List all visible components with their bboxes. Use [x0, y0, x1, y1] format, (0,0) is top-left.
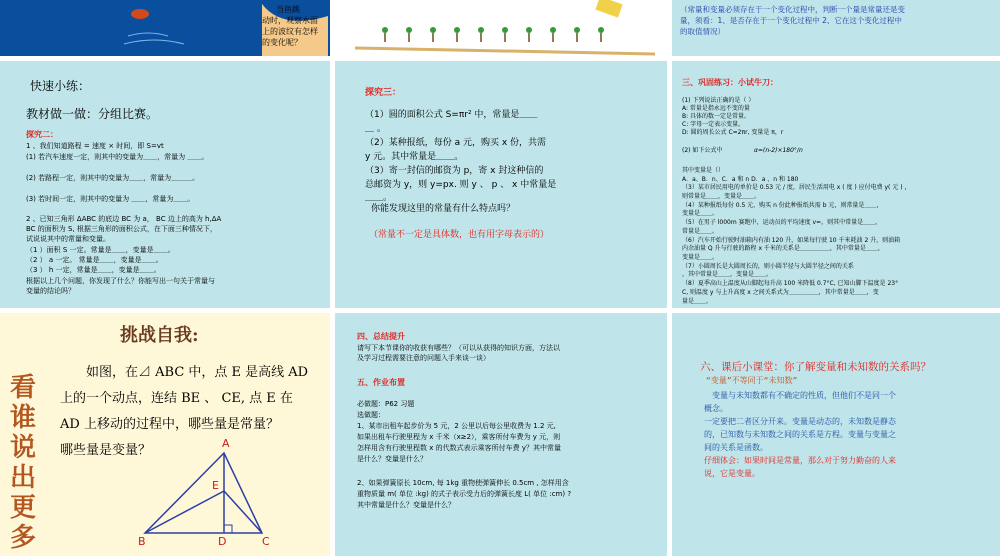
after-class-red-1: 仔细体会：如果时间是常量，那么对于努力勤奋的人来: [704, 456, 896, 465]
note-line-3: 的取值情况）: [680, 27, 725, 36]
explore-two-line-8: （1 ）面积 S 一定。常量是＿＿，变量是＿＿。: [26, 246, 175, 254]
consolidation-line-8: A．a、B．n、C．a 和 n D．a 、n 和 180: [682, 176, 799, 183]
homework-q1-line-1: 1、某市出租车起步价为 5 元，2 公里以后每公里收费为 1.2 元,: [357, 422, 556, 430]
consolidation-line-22: 量是＿＿。: [682, 298, 713, 305]
slide-quick-practice: [0, 61, 330, 308]
challenge-line-1: 如图，在⊿ ABC 中，点 E 是高线 AD: [86, 365, 309, 380]
explore-two-line-10: （3 ） h 一定，常量是＿＿，变量是＿＿。: [26, 266, 161, 274]
explore-three-line-7: ＿＿。: [365, 193, 393, 203]
explore-two-line-11: 根据以上几个问题，你发现了什么？你能写出一句关于常量与: [26, 277, 215, 285]
consolidation-line-12: 变量是＿＿。: [682, 210, 719, 217]
slide-note: [672, 0, 1000, 56]
vertex-label-e: E: [212, 479, 219, 492]
explore-three-heading: 探究三：: [365, 88, 402, 98]
triangle-diagram: [0, 313, 330, 556]
after-class-para-2: 概念。: [704, 404, 728, 413]
sprouts-row: [335, 0, 667, 56]
explore-three-line-6: 总邮资为 y，则 y=px. 则 y 、 p 、 x 中常量是: [365, 180, 557, 190]
vertex-label-c: C: [262, 535, 270, 548]
after-class-sub: “变量”不等同于“未知数”: [706, 376, 798, 385]
vertex-label-d: D: [218, 535, 227, 548]
explore-three-line-8: 你能发现这里的常量有什么特点吗？: [371, 204, 516, 214]
after-class-para-1: 变量与未知数都有不确定的性质，但他们不是同一个: [712, 391, 896, 400]
consolidation-line-13: （5）在男子 l000m 赛跑中，运动员的平均速度 v=，则其中常量是＿＿，: [682, 219, 882, 226]
homework-heading: 五、作业布置: [357, 378, 405, 387]
explore-two-line-6: BC 的面积为 S, 根据三角形的面积公式，在下面三种情况下，: [26, 225, 217, 233]
side-char-2: 谁: [10, 403, 37, 433]
explore-two-line-1: 1 、我们知道路程 = 速度 × 时间，即 S=vt: [26, 142, 164, 150]
consolidation-formula: α=(n-2)×180°/n: [754, 147, 803, 154]
quick-practice-subtitle: 教材做一做：分组比赛。: [26, 107, 159, 121]
consolidation-heading: 三、巩固练习：小试牛刀：: [682, 78, 778, 87]
homework-q2-line-3: 其中常量是什么？变量是什么？: [357, 501, 455, 509]
slide-fish: [0, 0, 330, 56]
challenge-title: 挑战自我:: [120, 325, 199, 346]
homework-q2-line-2: 重物质量 m( 单位 :kg) 的式子表示受力后的弹簧长度 L( 单位 :cm) ?: [357, 490, 572, 498]
summary-intro-2: 及学习过程需要注意的问题入手来谈一谈）: [357, 354, 490, 362]
consolidation-line-20: （8）夏季高山上温度从山脚起每升高 100 米降低 0.7°C, 已知山脚下温度是 23°: [682, 280, 899, 287]
after-class-heading-text: 六、课后小课堂：你了解变量和未知数的关系吗？: [700, 361, 931, 373]
homework-q2-line-1: 2、如果弹簧原长 10cm, 每 1kg 重物使弹簧伸长 0.5cm , 怎样用含: [357, 479, 569, 487]
explore-three-line-1: （1）圆的面积公式 S=πr² 中，常量是＿＿: [365, 110, 538, 120]
consolidation-line-5: D: 圆的周长公式 C=2πr, 变量是 π，r: [682, 129, 784, 136]
explore-two-line-2: (1) 若汽车速度一定，则其中的变量为＿＿，常量为 ＿＿。: [26, 153, 209, 161]
explore-two-line-9: （2 ） a 一定。 常量是＿＿，变量是＿＿。: [26, 256, 163, 264]
explore-two-line-7: 试说说其中的常量和变量。: [26, 235, 110, 243]
explore-three-line-4: y 元。其中常量是＿＿。: [365, 152, 464, 162]
consolidation-line-9: （3）某市居民用电的单价是 0.53 元 / 度，居民生活用电 x ( 度 ) 应付电费 y( 元 ) ，: [682, 184, 911, 191]
consolidation-line-14: 常量是＿＿。: [682, 228, 719, 235]
slide-explore-three: [335, 61, 667, 308]
consolidation-line-2: A: 常量是指永远不变的量: [682, 105, 750, 112]
homework-must: 必做题：P62 习题: [357, 400, 415, 408]
explore-two-line-4: (3) 若时间一定，则其中的变量为 ＿＿，常量为＿＿。: [26, 195, 195, 203]
consolidation-line-15: （6）汽车开始行驶时油箱内有油 120 升，如果每行驶 10 千米耗油 2 升，则油箱: [682, 237, 901, 244]
consolidation-line-7: 其中变量是（）: [682, 167, 725, 174]
after-class-red-2: 说，它是变量。: [704, 469, 760, 478]
summary-heading: 四、总结提升: [357, 332, 405, 341]
consolidation-line-3: B: 具体的数一定是常量。: [682, 113, 751, 120]
fish-question-2: 动时，观察水面: [262, 16, 318, 25]
after-class-para-5: 间的关系是函数。: [704, 443, 768, 452]
consolidation-line-17: 变量是＿＿。: [682, 254, 719, 261]
explore-three-line-3: （2）某种报纸，每份 a 元，购买 x 份，共需: [365, 138, 547, 148]
side-char-4: 出: [10, 463, 37, 493]
challenge-line-2: 上的一个动点，连结 BE 、 CE, 点 E 在: [60, 391, 293, 406]
fish-question-1: 当鱼跳: [276, 5, 300, 14]
summary-intro-1: 请写下本节课你的收获有哪些？（可以从获得的知识方面，方法以: [357, 344, 560, 352]
after-class-heading: [700, 359, 931, 374]
explore-three-answer: （常量不一定是具体数，也有用字母表示的）: [369, 230, 550, 240]
after-class-para-4: 的，已知数与未知数之间的关系是方程。变量与变量之: [704, 430, 896, 439]
homework-q1-line-2: 如果出租车行驶里程为 x 千米（x≥2），乘客所付车费为 y 元，则: [357, 433, 561, 441]
note-line-2: 量，须看：1、是否存在于一个变化过程中 2、它在这个变化过程中: [680, 16, 902, 25]
slide-after-class: [672, 313, 1000, 556]
consolidation-line-18: （7）小圆周长是大圆周长的，则小圆半径与大圆半径之间的关系: [682, 263, 854, 270]
vertex-label-a: A: [222, 437, 230, 450]
explore-two-line-5: 2 、已知三角形 ΔABC 的底边 BC 为 a， BC 边上的高为 h,ΔA: [26, 215, 222, 223]
vertex-label-b: B: [138, 535, 146, 548]
challenge-line-3: AD 上移动的过程中，哪些量是常量？: [60, 417, 279, 432]
explore-three-line-2: ＿ 。: [365, 124, 386, 134]
explore-two-line-3: (2) 若路程一定，则其中的变量为＿＿，常量为＿＿＿。: [26, 174, 200, 182]
explore-two-heading: 探究二：: [26, 130, 58, 139]
homework-q1-line-3: 怎样用含有行驶里程数 x 的代数式表示乘客所付车费 y？其中常量: [357, 444, 561, 452]
homework-q1-line-4: 是什么？变量是什么？: [357, 455, 427, 463]
consolidation-line-16: 内余油量 Q 升与行驶的路程 x 千米的关系是＿＿＿＿＿，其中常量是＿＿，: [682, 245, 884, 252]
side-char-6: 多: [10, 523, 37, 553]
explore-three-line-5: （3）寄一封信的邮资为 p，寄 x 封这种信的: [365, 166, 544, 176]
explore-two-line-12: 变量的结论吗？: [26, 287, 75, 295]
consolidation-line-1: (1) 下列说法正确的是（ ）: [682, 97, 755, 104]
consolidation-line-21: C, 则温度 y 与上升高度 x 之间关系式为＿＿＿＿＿，其中常量是＿＿，变: [682, 289, 879, 296]
side-char-3: 说: [10, 433, 37, 463]
consolidation-line-11: （4）某种报纸每份 0.5 元，购买 n 份此种报纸共需 b 元，则常量是＿＿，: [682, 202, 883, 209]
consolidation-line-4: C: 字母一定表示变量。: [682, 121, 745, 128]
slide-plants: [335, 0, 667, 56]
slide-summary-homework: [335, 313, 667, 556]
consolidation-line-10: 则常量是＿＿，变量是＿＿。: [682, 193, 761, 200]
homework-choose: 选做题：: [357, 411, 385, 419]
fish-question-3: 上的波纹有怎样: [262, 27, 318, 36]
note-line-1: （常量和变量必须存在于一个变化过程中，判断一个量是常量还是变: [680, 5, 905, 14]
after-class-para-3: 一定要把二者区分开来。变量是动态的，未知数是静态: [704, 417, 896, 426]
consolidation-line-19: ，其中常量是＿＿，变量是＿＿。: [682, 271, 773, 278]
consolidation-line-6: (2) 如下公式中: [682, 147, 723, 154]
fish-question-4: 的变化呢？: [262, 38, 302, 47]
slide-challenge: [0, 313, 330, 556]
side-char-1: 看: [10, 373, 37, 403]
side-char-5: 更: [10, 493, 37, 523]
challenge-line-4: 哪些量是变量？: [60, 443, 152, 458]
quick-practice-title: 快速小练：: [30, 79, 91, 93]
slide-consolidation: [672, 61, 1000, 308]
